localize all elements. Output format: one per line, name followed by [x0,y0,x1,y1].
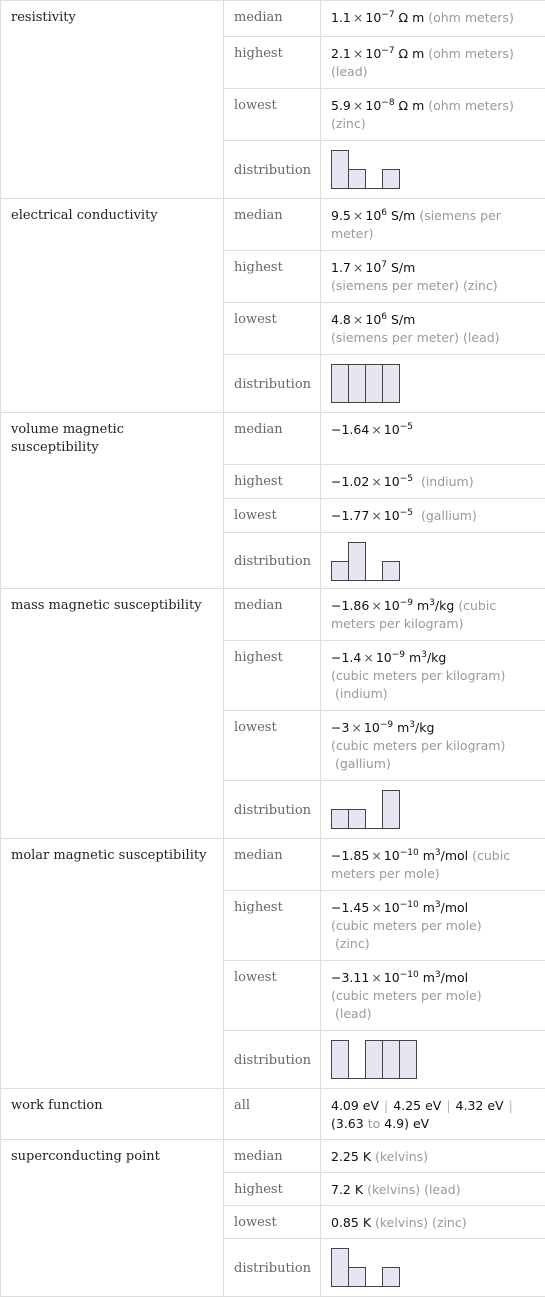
histogram-svg [331,363,401,403]
value-cell: $5.9 \times 10^{-8}$ Ω m (ohm meters) (zinc) [321,89,545,141]
value-cell: 4.09 eV | 4.25 eV | 4.32 eV |(3.63 to 4.9) eV [321,1089,545,1140]
property-name: molar magnetic susceptibility [1,839,224,1089]
distribution-histogram [321,141,545,199]
row-label: highest [224,465,321,499]
value-cell: $-1.02 \times 10^{-5}$ (indium) [321,465,545,499]
histogram-bar [332,151,349,189]
row-label: median [224,839,321,891]
row-label: highest [224,1173,321,1206]
row-label: distribution [224,781,321,839]
table-row [1,413,545,465]
table-row [1,1089,545,1140]
histogram-bar [349,810,366,829]
value-cell: $2.1 \times 10^{-7}$ Ω m (ohm meters) (lead) [321,37,545,89]
row-label: distribution [224,141,321,199]
value-cell: $-1.85 \times 10^{-10}$ $m^3$/mol (cubic meters per mole) [321,839,545,891]
histogram-bar [332,810,349,829]
value-cell: $-1.77 \times 10^{-5}$ (gallium) [321,499,545,533]
table-row [1,1,545,37]
table-row [1,1140,545,1173]
table-row [1,839,545,891]
distribution-histogram [321,355,545,413]
row-label: lowest [224,961,321,1031]
value-cell: $1.7 \times 10^7$ S/m (siemens per meter) (zinc) [321,251,545,303]
row-label: lowest [224,499,321,533]
row-label: highest [224,251,321,303]
table-row [1,199,545,251]
value-cell: $-1.86 \times 10^{-9}$ $m^3/kg$ (cubic meters per kilogram) [321,589,545,641]
histogram-svg [331,149,401,189]
row-label: all [224,1089,321,1140]
histogram-svg [331,1039,418,1079]
value-cell: $4.8 \times 10^6$ S/m (siemens per meter) (lead) [321,303,545,355]
value-cell: $-3 \times 10^{-9}$ $m^3/kg$ (cubic meters per kilogram) (gallium) [321,711,545,781]
table-row [1,589,545,641]
property-name: volume magnetic susceptibility [1,413,224,589]
value-cell: 0.85 K (kelvins) (zinc) [321,1206,545,1239]
row-label: lowest [224,711,321,781]
property-name: superconducting point [1,1140,224,1297]
property-name: resistivity [1,1,224,199]
row-label: median [224,413,321,465]
distribution-histogram [321,1239,545,1297]
histogram-bar [366,365,383,403]
row-label: highest [224,37,321,89]
row-label: distribution [224,1031,321,1089]
histogram-bar [332,1041,349,1079]
histogram-svg [331,1247,401,1287]
value-cell: $-3.11 \times 10^{-10}$ $m^3$/mol (cubic meters per mole) (lead) [321,961,545,1031]
histogram-svg [331,541,401,581]
histogram-svg [331,789,401,829]
row-label: median [224,199,321,251]
histogram-bar [332,1249,349,1287]
histogram-bar [383,170,400,189]
histogram-bar [383,1268,400,1287]
row-label: distribution [224,533,321,589]
value-cell: 7.2 K (kelvins) (lead) [321,1173,545,1206]
histogram-bar [332,365,349,403]
row-label: median [224,589,321,641]
histogram-bar [349,170,366,189]
row-label: lowest [224,303,321,355]
row-label: distribution [224,1239,321,1297]
row-label: median [224,1140,321,1173]
histogram-bar [349,1268,366,1287]
histogram-bar [332,562,349,581]
value-cell: 2.25 K (kelvins) [321,1140,545,1173]
row-label: median [224,1,321,37]
value-cell: $-1.64 \times 10^{-5}$ [321,413,545,465]
property-name: mass magnetic susceptibility [1,589,224,839]
row-label: highest [224,891,321,961]
distribution-histogram [321,1031,545,1089]
histogram-bar [383,365,400,403]
distribution-histogram [321,533,545,589]
value-cell: $-1.4 \times 10^{-9}$ $m^3/kg$ (cubic meters per kilogram) (indium) [321,641,545,711]
row-label: highest [224,641,321,711]
histogram-bar [383,791,400,829]
row-label: lowest [224,89,321,141]
histogram-bar [349,543,366,581]
histogram-bar [400,1041,417,1079]
histogram-bar [383,562,400,581]
property-name: work function [1,1089,224,1140]
histogram-bar [349,365,366,403]
value-cell: $9.5 \times 10^6$ S/m (siemens per meter) [321,199,545,251]
row-label: lowest [224,1206,321,1239]
distribution-histogram [321,781,545,839]
row-label: distribution [224,355,321,413]
value-cell: $-1.45 \times 10^{-10}$ $m^3$/mol (cubic meters per mole) (zinc) [321,891,545,961]
value-cell: $1.1 \times 10^{-7}$ Ω m (ohm meters) [321,1,545,37]
histogram-bar [383,1041,400,1079]
property-name: electrical conductivity [1,199,224,413]
histogram-bar [366,1041,383,1079]
